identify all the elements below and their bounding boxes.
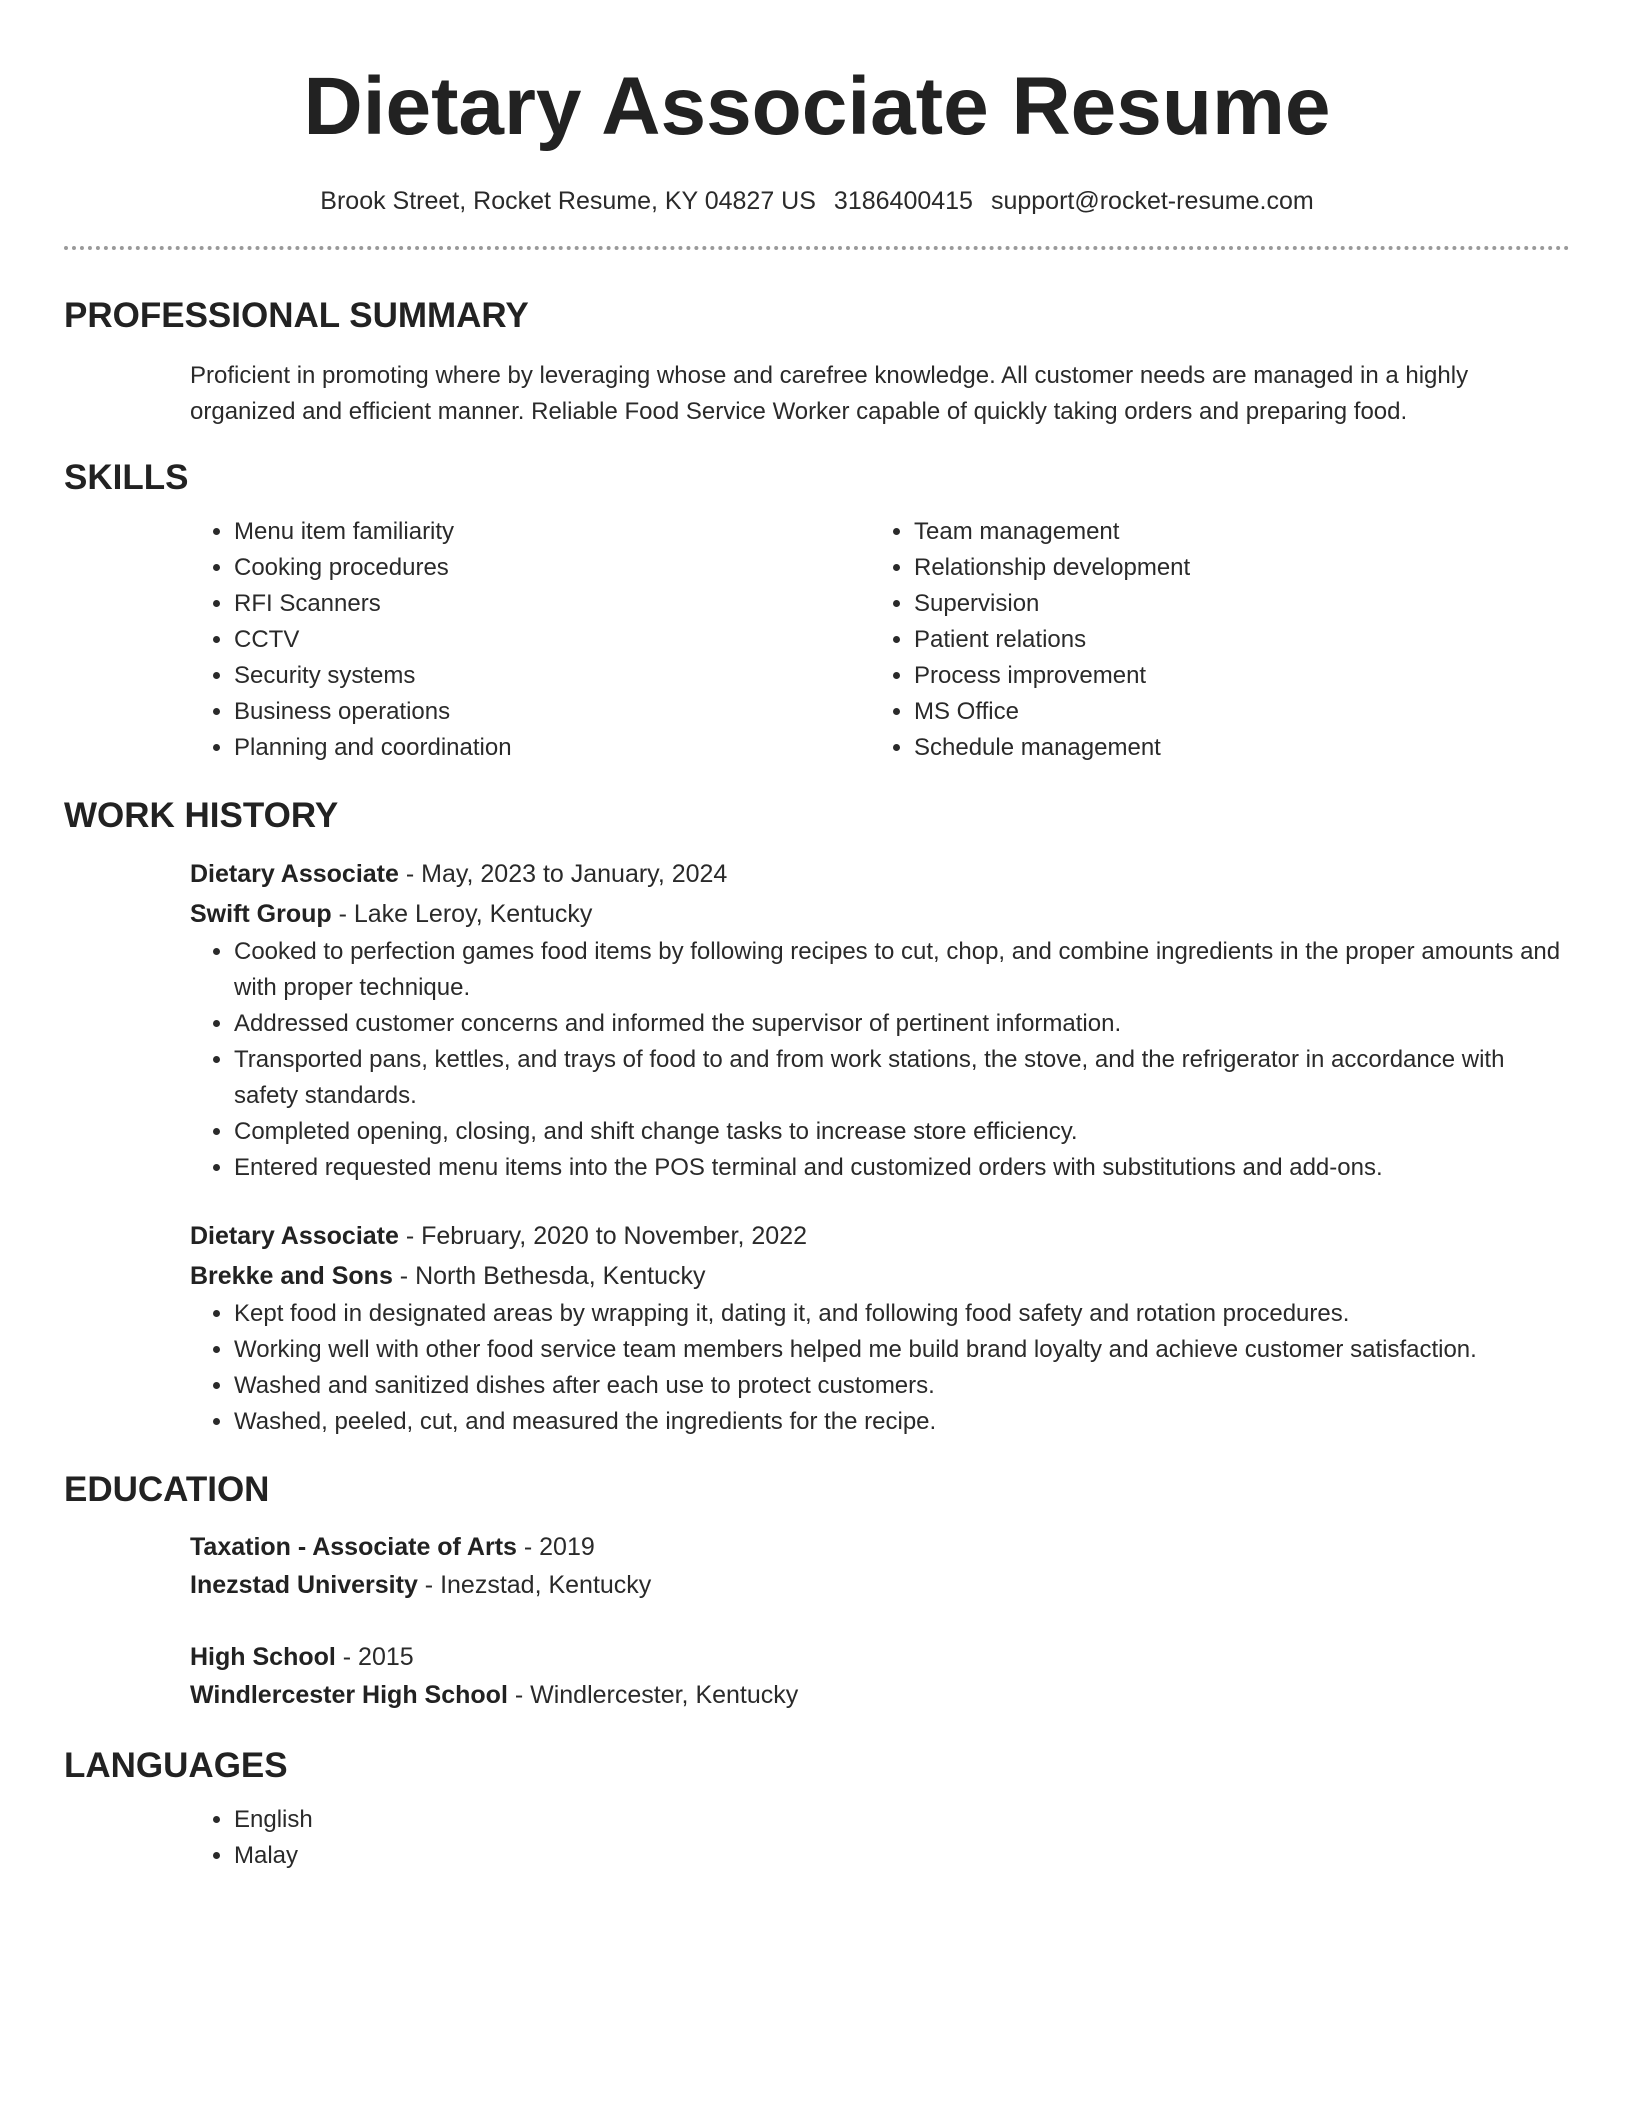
degree-year: - 2015 — [335, 1643, 414, 1671]
school-location: - Inezstad, Kentucky — [417, 1571, 652, 1599]
degree-name: Taxation - Associate of Arts — [190, 1533, 517, 1561]
work-entry — [190, 1216, 1570, 1440]
job-company: Brekke and Sons — [190, 1262, 393, 1290]
degree-year: - 2019 — [516, 1533, 595, 1561]
work-heading: WORK HISTORY — [64, 796, 339, 835]
summary-text: Proficient in promoting where by leveraging whose and carefree knowledge. All customer needs are managed in a highly organized and efficient manner. Reliable Food Service Worker capable of quickly taking orders and preparing food. — [190, 362, 1469, 425]
job-company-line — [190, 1256, 1570, 1296]
duty-item: • Addressed customer concerns and informed the supervisor of pertinent information. — [234, 1006, 1570, 1042]
skill-item: • Business operations — [234, 694, 870, 730]
contact-address: Brook Street, Rocket Resume, KY 04827 US — [320, 187, 816, 215]
job-duties — [190, 1296, 1570, 1440]
skill-item: • CCTV — [234, 622, 870, 658]
job-company: Swift Group — [190, 900, 332, 928]
school-name: Windlercester High School — [190, 1681, 508, 1709]
duty-item: • Washed, peeled, cut, and measured the ingredients for the recipe. — [234, 1404, 1570, 1440]
school-line — [190, 1676, 1570, 1714]
duty-item: • Cooked to perfection games food items by following recipes to cut, chop, and combine ingredients in the proper amounts and with proper technique. — [234, 934, 1570, 1006]
languages-heading: LANGUAGES — [64, 1746, 288, 1785]
skill-item: • RFI Scanners — [234, 586, 870, 622]
skills-list — [190, 514, 1570, 766]
resume-page — [64, 0, 1570, 1874]
skills-column-right — [870, 514, 1550, 766]
languages-list — [190, 1802, 1570, 1874]
job-dates: - May, 2023 to January, 2024 — [398, 860, 728, 888]
education-entry — [190, 1638, 1570, 1714]
school-line — [190, 1566, 1570, 1604]
skills-column-left — [190, 514, 870, 766]
job-dates: - February, 2020 to November, 2022 — [398, 1222, 807, 1250]
skill-item: • Relationship development — [914, 550, 1550, 586]
job-company-line — [190, 894, 1570, 934]
skill-item: • Menu item familiarity — [234, 514, 870, 550]
job-duties — [190, 934, 1570, 1186]
skill-item: • Cooking procedures — [234, 550, 870, 586]
education-entry — [190, 1528, 1570, 1604]
skill-item: • Schedule management — [914, 730, 1550, 766]
resume-title: Dietary Associate Resume — [303, 61, 1331, 152]
school-location: - Windlercester, Kentucky — [507, 1681, 799, 1709]
skill-item: • Team management — [914, 514, 1550, 550]
degree-line — [190, 1638, 1570, 1676]
duty-item: • Completed opening, closing, and shift change tasks to increase store efficiency. — [234, 1114, 1570, 1150]
duty-item: • Kept food in designated areas by wrapping it, dating it, and following food safety and rotation procedures. — [234, 1296, 1570, 1332]
skill-item: • Patient relations — [914, 622, 1550, 658]
job-title-line — [190, 854, 1570, 894]
job-location: - Lake Leroy, Kentucky — [331, 900, 593, 928]
language-item: • English — [234, 1802, 1570, 1838]
school-name: Inezstad University — [190, 1571, 418, 1599]
skill-item: • Supervision — [914, 586, 1550, 622]
duty-item: • Working well with other food service team members helped me build brand loyalty and achieve customer satisfaction. — [234, 1332, 1570, 1368]
job-title: Dietary Associate — [190, 860, 399, 888]
job-title: Dietary Associate — [190, 1222, 399, 1250]
degree-line — [190, 1528, 1570, 1566]
work-entry — [190, 854, 1570, 1186]
header-divider — [64, 246, 1570, 250]
job-title-line — [190, 1216, 1570, 1256]
skill-item: • Security systems — [234, 658, 870, 694]
summary-heading: PROFESSIONAL SUMMARY — [64, 296, 529, 335]
education-heading: EDUCATION — [64, 1470, 270, 1509]
job-location: - North Bethesda, Kentucky — [392, 1262, 706, 1290]
contact-email: support@rocket-resume.com — [990, 187, 1314, 215]
skill-item: • Planning and coordination — [234, 730, 870, 766]
skills-heading: SKILLS — [64, 458, 189, 497]
degree-name: High School — [190, 1643, 336, 1671]
language-item: • Malay — [234, 1838, 1570, 1874]
duty-item: • Transported pans, kettles, and trays of food to and from work stations, the stove, and the refrigerator in accordance with safety standards. — [234, 1042, 1570, 1114]
contact-line — [64, 184, 1570, 218]
skill-item: • MS Office — [914, 694, 1550, 730]
duty-item: • Entered requested menu items into the POS terminal and customized orders with substitutions and add-ons. — [234, 1150, 1570, 1186]
skill-item: • Process improvement — [914, 658, 1550, 694]
contact-phone: 3186400415 — [833, 187, 973, 215]
duty-item: • Washed and sanitized dishes after each use to protect customers. — [234, 1368, 1570, 1404]
